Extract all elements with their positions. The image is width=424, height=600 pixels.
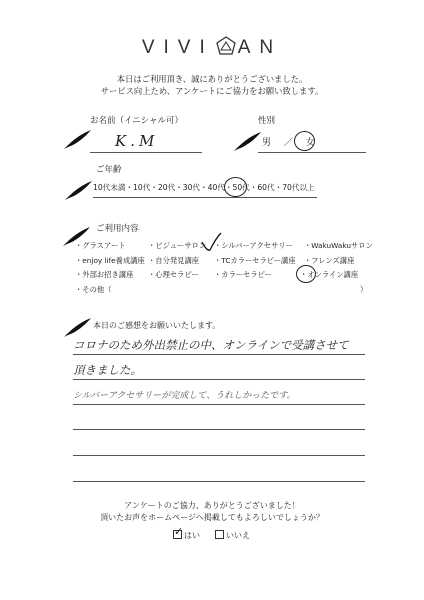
impression-text-line[interactable]: シルバーアクセサリーが完成して、うれしかったです。 bbox=[73, 391, 296, 401]
quill-icon bbox=[232, 131, 262, 153]
closing-text bbox=[0, 500, 424, 524]
impression-line bbox=[73, 481, 365, 482]
age-option[interactable]: 20代 bbox=[157, 183, 176, 192]
service-item[interactable]: ・ビジューサロン bbox=[148, 241, 207, 250]
impression-line bbox=[73, 379, 365, 380]
logo-mark-icon bbox=[216, 36, 236, 56]
service-item[interactable]: ・WakuWakuサロン bbox=[304, 241, 373, 250]
age-option[interactable]: 30代 bbox=[182, 183, 201, 192]
service-selected-circle bbox=[296, 265, 316, 283]
service-other-close: ） bbox=[360, 285, 368, 294]
service-item[interactable]: ・グラスアート bbox=[75, 241, 126, 250]
quill-icon bbox=[62, 317, 92, 339]
service-other[interactable]: ・その他（ bbox=[75, 285, 112, 294]
gender-separator: ／ bbox=[283, 138, 293, 148]
impression-line bbox=[73, 354, 365, 355]
impression-line bbox=[73, 455, 365, 456]
age-selected-circle bbox=[224, 177, 250, 197]
intro-text bbox=[0, 73, 424, 97]
service-item[interactable]: ・シルバーアクセサリー bbox=[214, 241, 293, 250]
age-options: 10代未満・10代・20代・30代・40代・50代・60代・70代以上 bbox=[93, 183, 315, 192]
name-underline bbox=[90, 152, 202, 153]
impression-text-line[interactable]: 頂きました。 bbox=[73, 363, 142, 377]
gender-label: 性別 bbox=[258, 116, 276, 126]
service-item[interactable]: ・TCカラーセラピー講座 bbox=[214, 256, 296, 265]
age-option[interactable]: 60代 bbox=[257, 183, 275, 192]
service-item[interactable]: ・enjoy life養成講座 bbox=[75, 256, 145, 265]
name-value[interactable]: K.M bbox=[115, 132, 159, 150]
intro-line-2: サービス向上ため、アンケートにご協力をお願い致します。 bbox=[100, 86, 324, 96]
service-item[interactable]: ・オンライン講座 bbox=[300, 270, 359, 279]
impression-line bbox=[73, 429, 365, 430]
gender-female[interactable]: 女 bbox=[305, 138, 315, 148]
service-item[interactable]: ・カラーセラピー bbox=[214, 270, 272, 279]
impression-text-line[interactable]: コロナのため外出禁止の中、オンラインで受講させて bbox=[73, 338, 349, 352]
age-underline bbox=[93, 197, 317, 198]
logo-text-left: VIVI bbox=[141, 37, 214, 58]
publish-no-option[interactable] bbox=[215, 530, 250, 541]
service-item[interactable]: ・自分発見講座 bbox=[148, 256, 200, 265]
closing-line-2: 頂いたお声をホームページへ掲載してもよろしいでしょうか？ bbox=[100, 513, 324, 522]
gender-underline bbox=[258, 152, 366, 153]
age-option[interactable]: 50代 bbox=[232, 183, 250, 192]
age-option[interactable]: 70代以上 bbox=[282, 183, 315, 192]
publish-no-label: いいえ bbox=[226, 531, 250, 540]
impressions-label: 本日のご感想をお願いいたします。 bbox=[93, 321, 221, 330]
gender-selected-circle bbox=[294, 131, 315, 151]
gender-male[interactable]: 男 bbox=[262, 138, 272, 148]
logo-text-right: AN bbox=[237, 37, 283, 58]
checkbox-icon[interactable] bbox=[215, 530, 224, 539]
quill-icon bbox=[63, 180, 93, 202]
age-option[interactable]: 10代 bbox=[133, 183, 151, 192]
publish-yes-option[interactable] bbox=[173, 530, 200, 541]
publish-yes-label: はい bbox=[184, 531, 200, 540]
services-label: ご利用内容 bbox=[96, 224, 139, 234]
age-option[interactable]: 10代未満 bbox=[93, 183, 126, 192]
service-item[interactable]: ・心理セラピー bbox=[148, 270, 199, 279]
name-label: お名前（イニシャル可） bbox=[90, 116, 183, 126]
service-item[interactable]: ・外部お招き講座 bbox=[75, 270, 134, 279]
impression-line bbox=[73, 404, 365, 405]
checkbox-checked-icon[interactable] bbox=[173, 530, 182, 539]
brand-logo bbox=[0, 36, 424, 59]
service-item[interactable]: ・フレンズ講座 bbox=[304, 256, 355, 265]
check-mark-icon bbox=[200, 232, 222, 252]
intro-line-1: 本日はご利用頂き、誠にありがとうございました。 bbox=[116, 74, 308, 84]
closing-line-1: アンケートのご協力、ありがとうございました！ bbox=[124, 501, 300, 510]
age-label: ご年齢 bbox=[96, 165, 122, 175]
quill-icon bbox=[62, 129, 92, 151]
age-option[interactable]: 40代 bbox=[207, 183, 225, 192]
